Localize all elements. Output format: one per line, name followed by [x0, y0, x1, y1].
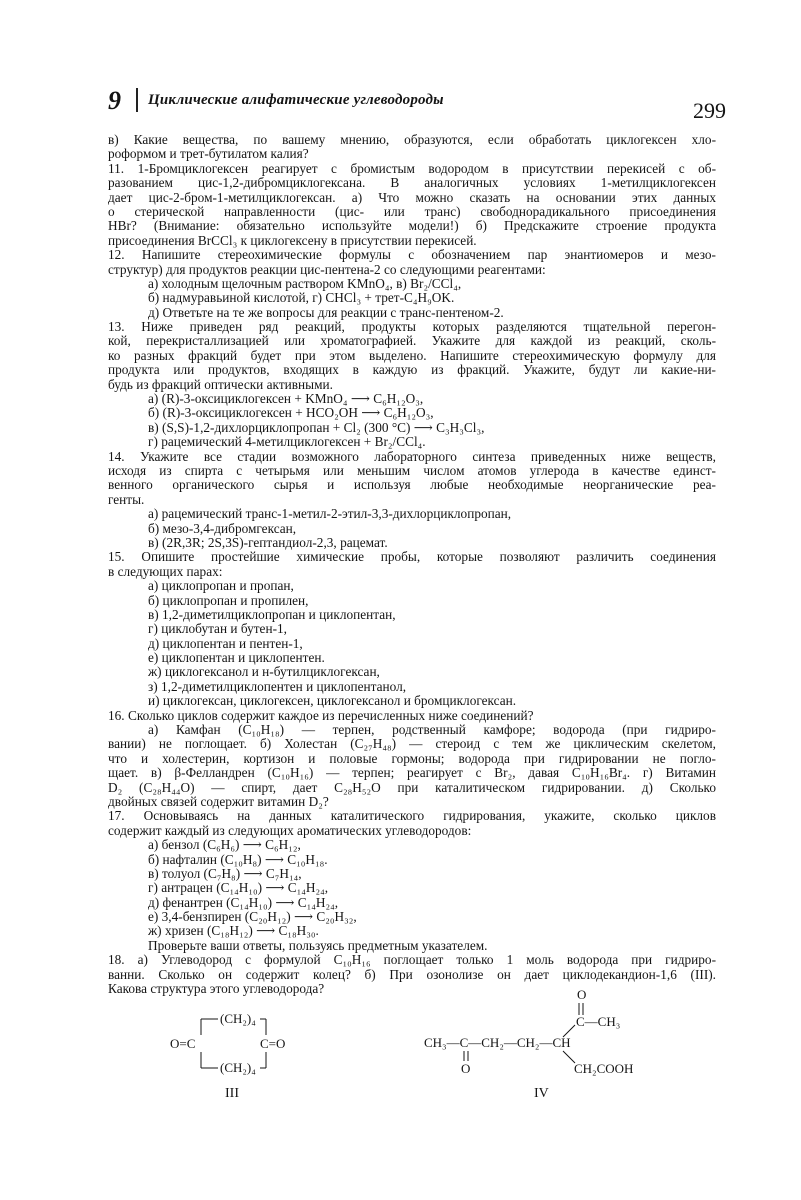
- text-line: 12. Напишите стереохимические формулы с обозначением пар энантиомеров и мезо-: [108, 247, 716, 263]
- text-line: разованием цис-1,2-дибромциклогексана. В аналогичных условиях 1-метилциклогексен: [108, 175, 716, 191]
- text-line: в) (S,S)-1,2-дихлорциклопропан + Cl₂ (300 °C) ⟶ C₃H₃Cl₃,: [148, 419, 485, 435]
- text-line: а) рацемический транс-1-метил-2-этил-3,3-дихлорциклопропан,: [148, 506, 512, 522]
- text-line: генты.: [108, 491, 145, 507]
- text-line: д) циклопентан и пентен-1,: [148, 635, 303, 651]
- text-line: щает. в) β-Феллaндрен (C₁₀H₁₆) — терпен; реагирует с Br₂, давая C₁₀H₁₆Br₄. г) Витамин: [108, 765, 716, 781]
- text-line: венного органического сырья и используя любые необходимые неорганические реа-: [108, 477, 716, 493]
- text-line: содержит каждый из следующих ароматических углеводородов:: [108, 822, 472, 838]
- structure-iii: [170, 1011, 285, 1101]
- text-line: Проверьте ваши ответы, пользуясь предметным указателем.: [148, 937, 488, 953]
- text-line: е) циклопентан и циклопентен.: [148, 650, 325, 666]
- text-line: а) (R)-3-оксициклогексен + KMnO₄ ⟶ C₆H₁₂O₃,: [148, 391, 424, 407]
- text-line: кой, перекристаллизацией или хроматографией. Укажите для каждой из реакций, сколь-: [108, 333, 716, 349]
- text-line: в следующих парах:: [108, 563, 223, 579]
- text-line: 18. а) Углеводород с формулой C₁₀H₁₆ поглощает только 1 моль водорода при гидриро-: [108, 952, 716, 968]
- page-header: [108, 86, 726, 123]
- text-line: з) 1,2-диметилциклопентен и циклопентанол,: [148, 678, 407, 694]
- structural-formulas: [108, 985, 708, 1120]
- text-line: 17. Основываясь на данных каталитического гидрирования, укажите, сколько циклов: [108, 808, 716, 824]
- text-line: роформом и трет-бутилатом калия?: [108, 146, 309, 162]
- iii-label: III: [225, 1086, 239, 1101]
- text-line: Какова структура этого углеводорода?: [108, 981, 325, 997]
- text-line: ж) циклогексанол и н-бутилциклогексан,: [148, 664, 380, 680]
- text-line: в) толуол (C₇H₈) ⟶ C₇H₁₄,: [148, 865, 302, 881]
- text-line: б) надмуравьиной кислотой, г) CHCl₃ + трет-C₄H₉OK.: [148, 290, 455, 306]
- iv-carbonyl-oxygen: O: [461, 1061, 471, 1076]
- text-line: д) Ответьте на те же вопросы для реакции с транс-пентеном-2.: [148, 304, 504, 320]
- text-line: б) циклопропан и пропилен,: [148, 592, 309, 608]
- text-line: 11. 1-Бромциклогексен реагирует с бромистым водородом в присутствии перекисей с об-: [108, 160, 716, 176]
- iii-right-carbonyl: C=O: [260, 1036, 286, 1051]
- text-line: б) нафталин (C₁₀H₈) ⟶ C₁₀H₁₈.: [148, 851, 328, 867]
- iii-left-carbonyl: O=C: [170, 1036, 196, 1051]
- iv-bottom-branch: CH₂COOH: [574, 1061, 634, 1076]
- text-line: и) циклогексан, циклогексен, циклогексанол и бромциклогексан.: [148, 693, 517, 709]
- text-line: HBr? (Внимание: обязательно используйте модели!) б) Предскажите строение продукта: [108, 218, 716, 234]
- text-line: ж) хризен (C₁₈H₁₂) ⟶ C₁₈H₃₀.: [148, 923, 319, 939]
- text-line: а) холодным щелочным раствором KMnO₄, в) Br₂/CCl₄,: [148, 275, 462, 291]
- text-line: дает цис-2-бром-1-метилциклогексан. а) Что можно сказать на основании этих данных: [108, 189, 716, 205]
- text-line: г) рацемический 4-метилциклогексен + Br₂/CCl₄.: [148, 434, 426, 450]
- text-line: а) бензол (C₆H₆) ⟶ C₆H₁₂,: [148, 837, 301, 853]
- text-line: д) фенантрен (C₁₄H₁₀) ⟶ C₁₄H₂₄,: [148, 894, 339, 910]
- body-text: [108, 133, 716, 996]
- text-line: г) циклобутан и бутен-1,: [148, 621, 287, 637]
- text-line: ванни. Сколько он содержит колец? б) При озонолизе он дает циклодекандион-1,6 (III).: [108, 966, 716, 982]
- text-line: 14. Укажите все стадии возможного лабораторного синтеза приведенных ниже веществ,: [108, 448, 716, 464]
- text-line: г) антрацен (C₁₄H₁₀) ⟶ C₁₄H₂₄,: [148, 880, 329, 896]
- text-line: будь из фракций оптически активными.: [108, 376, 333, 392]
- iv-top-oxygen: O: [577, 987, 587, 1002]
- iv-top-branch: C—CH₃: [576, 1014, 621, 1029]
- chapter-number: 9: [108, 86, 121, 115]
- text-line: в) Какие вещества, по вашему мнению, образуются, если обработать циклогексен хло-: [108, 132, 716, 147]
- text-line: вании) не поглощает. б) Холестан (C₂₇H₄₈) — стероид с тем же циклическим скелетом,: [108, 736, 716, 752]
- text-line: исходя из спирта с четырьмя или меньшим числом атомов углерода в качестве единст-: [108, 462, 716, 478]
- text-line: D₂ (C₂₈H₄₄O) — спирт, дает C₂₈H₅₂O при каталитическом гидрировании. д) Сколько: [108, 779, 716, 795]
- iv-main-chain: CH₃—C—CH₂—CH₂—CH: [424, 1035, 571, 1050]
- text-line: 15. Опишите простейшие химические пробы, которые позволяют различить соединения: [108, 549, 716, 565]
- text-line: продукта или продуктов, входящих в каждую из фракций. Укажите, будут ли какие-ни-: [108, 362, 716, 378]
- structure-iv: [424, 987, 633, 1101]
- running-title: Циклические алифатические углеводороды: [148, 92, 444, 108]
- text-line: ко разных фракций будет при этом выделено. Напишите стереохимическую формулу для: [108, 347, 716, 363]
- text-line: б) мезо-3,4-дибромгексан,: [148, 520, 297, 536]
- text-line: в) (2R,3R; 2S,3S)-гептандиол-2,3, рацемат.: [148, 534, 388, 550]
- text-line: 16. Сколько циклов содержит каждое из перечисленных ниже соединений?: [108, 707, 534, 723]
- iii-top-chain: (CH₂)₄: [220, 1011, 256, 1026]
- header-divider: [136, 88, 138, 112]
- text-line: структур) для продуктов реакции цис-пентена-2 со следующими реагентами:: [108, 261, 546, 277]
- text-line: о стерической направленности (цис- или транс) свободнорадикального присоединения: [108, 203, 716, 219]
- text-line: присоединения BrCCl₃ к циклогексену в присутствии перекисей.: [108, 232, 477, 248]
- text-line: а) Камфан (C₁₀H₁₈) — терпен, родственный камфоре; водорода (при гидриро-: [148, 722, 716, 738]
- iii-bottom-chain: (CH₂)₄: [220, 1060, 256, 1075]
- text-line: 13. Ниже приведен ряд реакций, продукты которых разделяются тщательной перегон-: [108, 319, 716, 335]
- text-line: е) 3,4-бензпирен (C₂₀H₁₂) ⟶ C₂₀H₃₂,: [148, 909, 357, 925]
- text-line: б) (R)-3-оксициклогексен + HCO₂OH ⟶ C₆H₁₂O₃,: [148, 405, 434, 421]
- text-line: двойных связей содержит витамин D₂?: [108, 793, 329, 809]
- text-line: а) циклопропан и пропан,: [148, 578, 294, 594]
- iv-label: IV: [534, 1086, 549, 1101]
- page-number: 299: [693, 98, 726, 123]
- text-line: что и холестерин, кортизон и половые гормоны; водорода при гидрировании не погло-: [108, 750, 716, 766]
- text-line: в) 1,2-диметилциклопропан и циклопентан,: [148, 606, 396, 622]
